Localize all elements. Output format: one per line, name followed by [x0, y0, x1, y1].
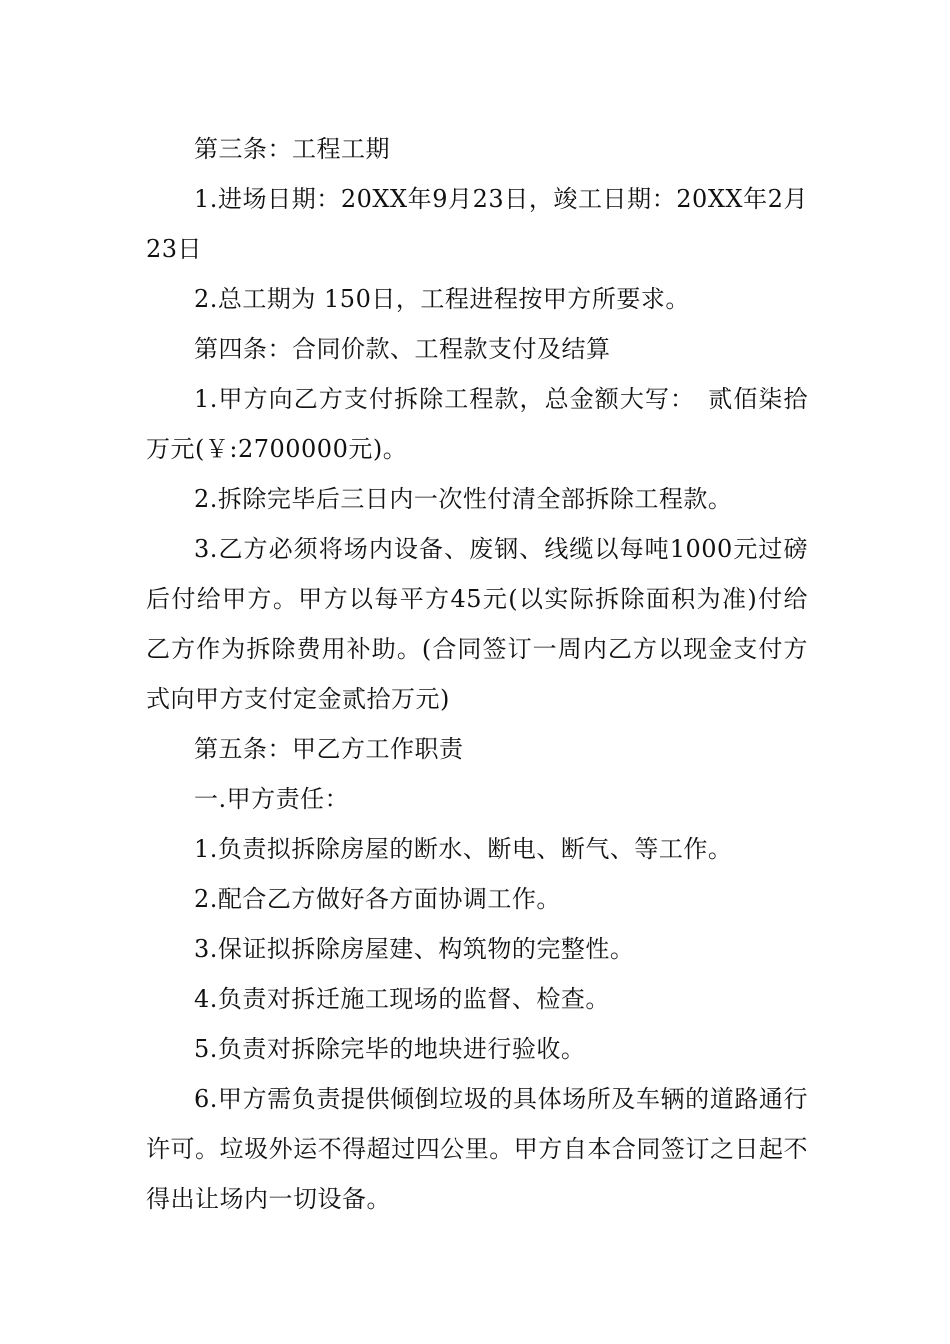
clause-3-1-dates: 1.进场日期：20XX年9月23日，竣工日期：20XX年2月23日 [146, 185, 808, 263]
clause-4-2-payment: 2.拆除完毕后三日内一次性付清全部拆除工程款。 [194, 485, 733, 513]
party-a-duty-1: 1.负责拟拆除房屋的断水、断电、断气、等工作。 [194, 835, 733, 863]
clause-4-3-equipment: 3.乙方必须将场内设备、废钢、线缆以每吨1000元过磅后付给甲方。甲方以每平方45元(以实际拆除面积为准)付给乙方作为拆除费用补助。(合同签订一周内乙方以现金支付方式向甲方支付定金贰拾万元) [146, 535, 808, 713]
party-a-duty-6: 6.甲方需负责提供倾倒垃圾的具体场所及车辆的道路通行许可。垃圾外运不得超过四公里。甲方自本合同签订之日起不得出让场内一切设备。 [146, 1085, 808, 1213]
party-a-duty-4: 4.负责对拆迁施工现场的监督、检查。 [194, 985, 610, 1013]
clause-4-1-amount: 1.甲方向乙方支付拆除工程款，总金额大写： 贰佰柒拾 万元(￥:2700000元)。 [146, 385, 833, 463]
article-4-heading: 第四条：合同价款、工程款支付及结算 [194, 335, 611, 363]
party-a-duty-2: 2.配合乙方做好各方面协调工作。 [194, 885, 561, 913]
party-a-duty-5: 5.负责对拆除完毕的地块进行验收。 [194, 1035, 586, 1063]
document-page [146, 124, 833, 1224]
party-a-duty-3: 3.保证拟拆除房屋建、构筑物的完整性。 [194, 935, 635, 963]
article-5-heading: 第五条：甲乙方工作职责 [194, 735, 464, 763]
article-3-heading: 第三条：工程工期 [194, 135, 390, 163]
clause-3-2-duration: 2.总工期为 150日，工程进程按甲方所要求。 [194, 285, 690, 313]
party-a-duties-heading: 一.甲方责任： [194, 785, 350, 813]
